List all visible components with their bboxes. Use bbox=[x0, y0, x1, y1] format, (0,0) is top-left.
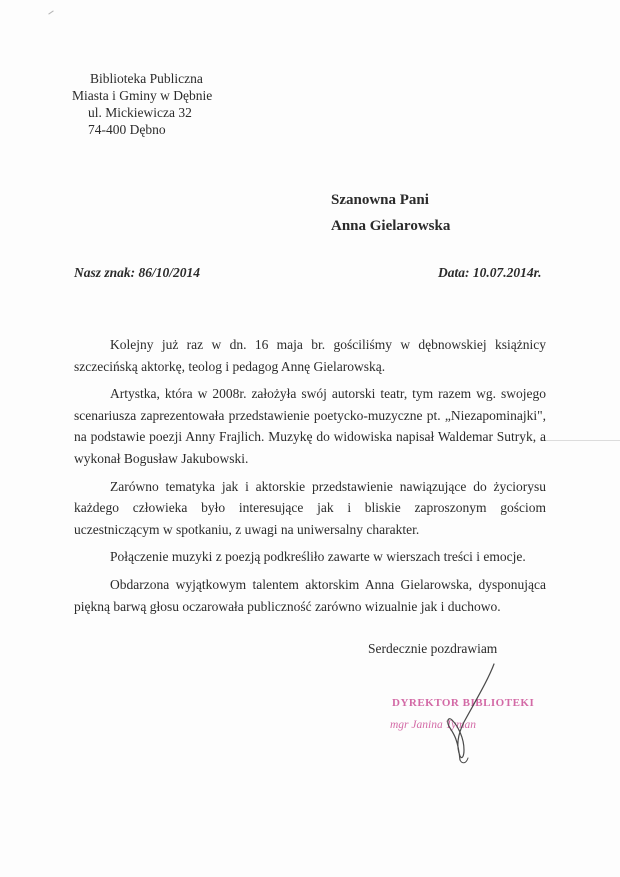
sender-line-1: Biblioteka Publiczna bbox=[90, 71, 203, 86]
letter-date: Data: 10.07.2014r. bbox=[438, 265, 542, 280]
handwritten-signature bbox=[436, 660, 506, 770]
recipient-name: Anna Gielarowska bbox=[331, 218, 451, 234]
body-paragraph-4: Połączenie muzyki z poezją podkreśliło zawarte w wierszach treści i emocje. bbox=[110, 549, 526, 565]
sender-line-4: 74-400 Dębno bbox=[88, 122, 166, 137]
closing-greeting: Serdecznie pozdrawiam bbox=[368, 641, 498, 656]
body-paragraph-2: Artystka, która w 2008r. założyła swój autorski teatr, tym razem wg. swojego scenariusza zaprezentowała przedstawienie poetycko-muzyczne pt. „Niezapominajki", na podstawie poezji Anny Frajlich. Muzykę do widowiska napisał Waldemar Sutryk, a wykonał Bogusław Jakubowski. bbox=[74, 386, 546, 466]
body-paragraph-3: Zarówno tematyka jak i aktorskie przedstawienie nawiązujące do życiorysu każdego człowieka było interesujące jak i bliskie zaproszonym gościom uczestniczącym w spotkaniu, z uwagi na uniwersalny charakter. bbox=[74, 478, 546, 537]
stamp-title: DYREKTOR BIBLIOTEKI bbox=[392, 697, 535, 709]
scan-edge-line bbox=[540, 440, 620, 441]
body-paragraph-5: Obdarzona wyjątkowym talentem aktorskim Anna Gielarowska, dysponująca piękną barwą głosu oczarowała publiczność zarówno wizualnie jak i duchowo. bbox=[74, 576, 546, 614]
stamp-name: mgr Janina Tyman bbox=[390, 719, 477, 731]
sender-address bbox=[72, 70, 212, 138]
recipient-block bbox=[331, 187, 450, 239]
letter-body bbox=[74, 334, 546, 623]
our-reference: Nasz znak: 86/10/2014 bbox=[74, 265, 201, 280]
body-paragraph-1: Kolejny już raz w dn. 16 maja br. gościliśmy w dębnowskiej książnicy szczecińską aktorkę, teolog i pedagog Annę Gielarowską. bbox=[74, 337, 546, 374]
sender-line-2: Miasta i Gminy w Dębnie bbox=[72, 88, 213, 103]
recipient-salutation: Szanowna Pani bbox=[331, 192, 429, 208]
scan-mark bbox=[48, 10, 53, 14]
sender-line-3: ul. Mickiewicza 32 bbox=[88, 105, 192, 120]
